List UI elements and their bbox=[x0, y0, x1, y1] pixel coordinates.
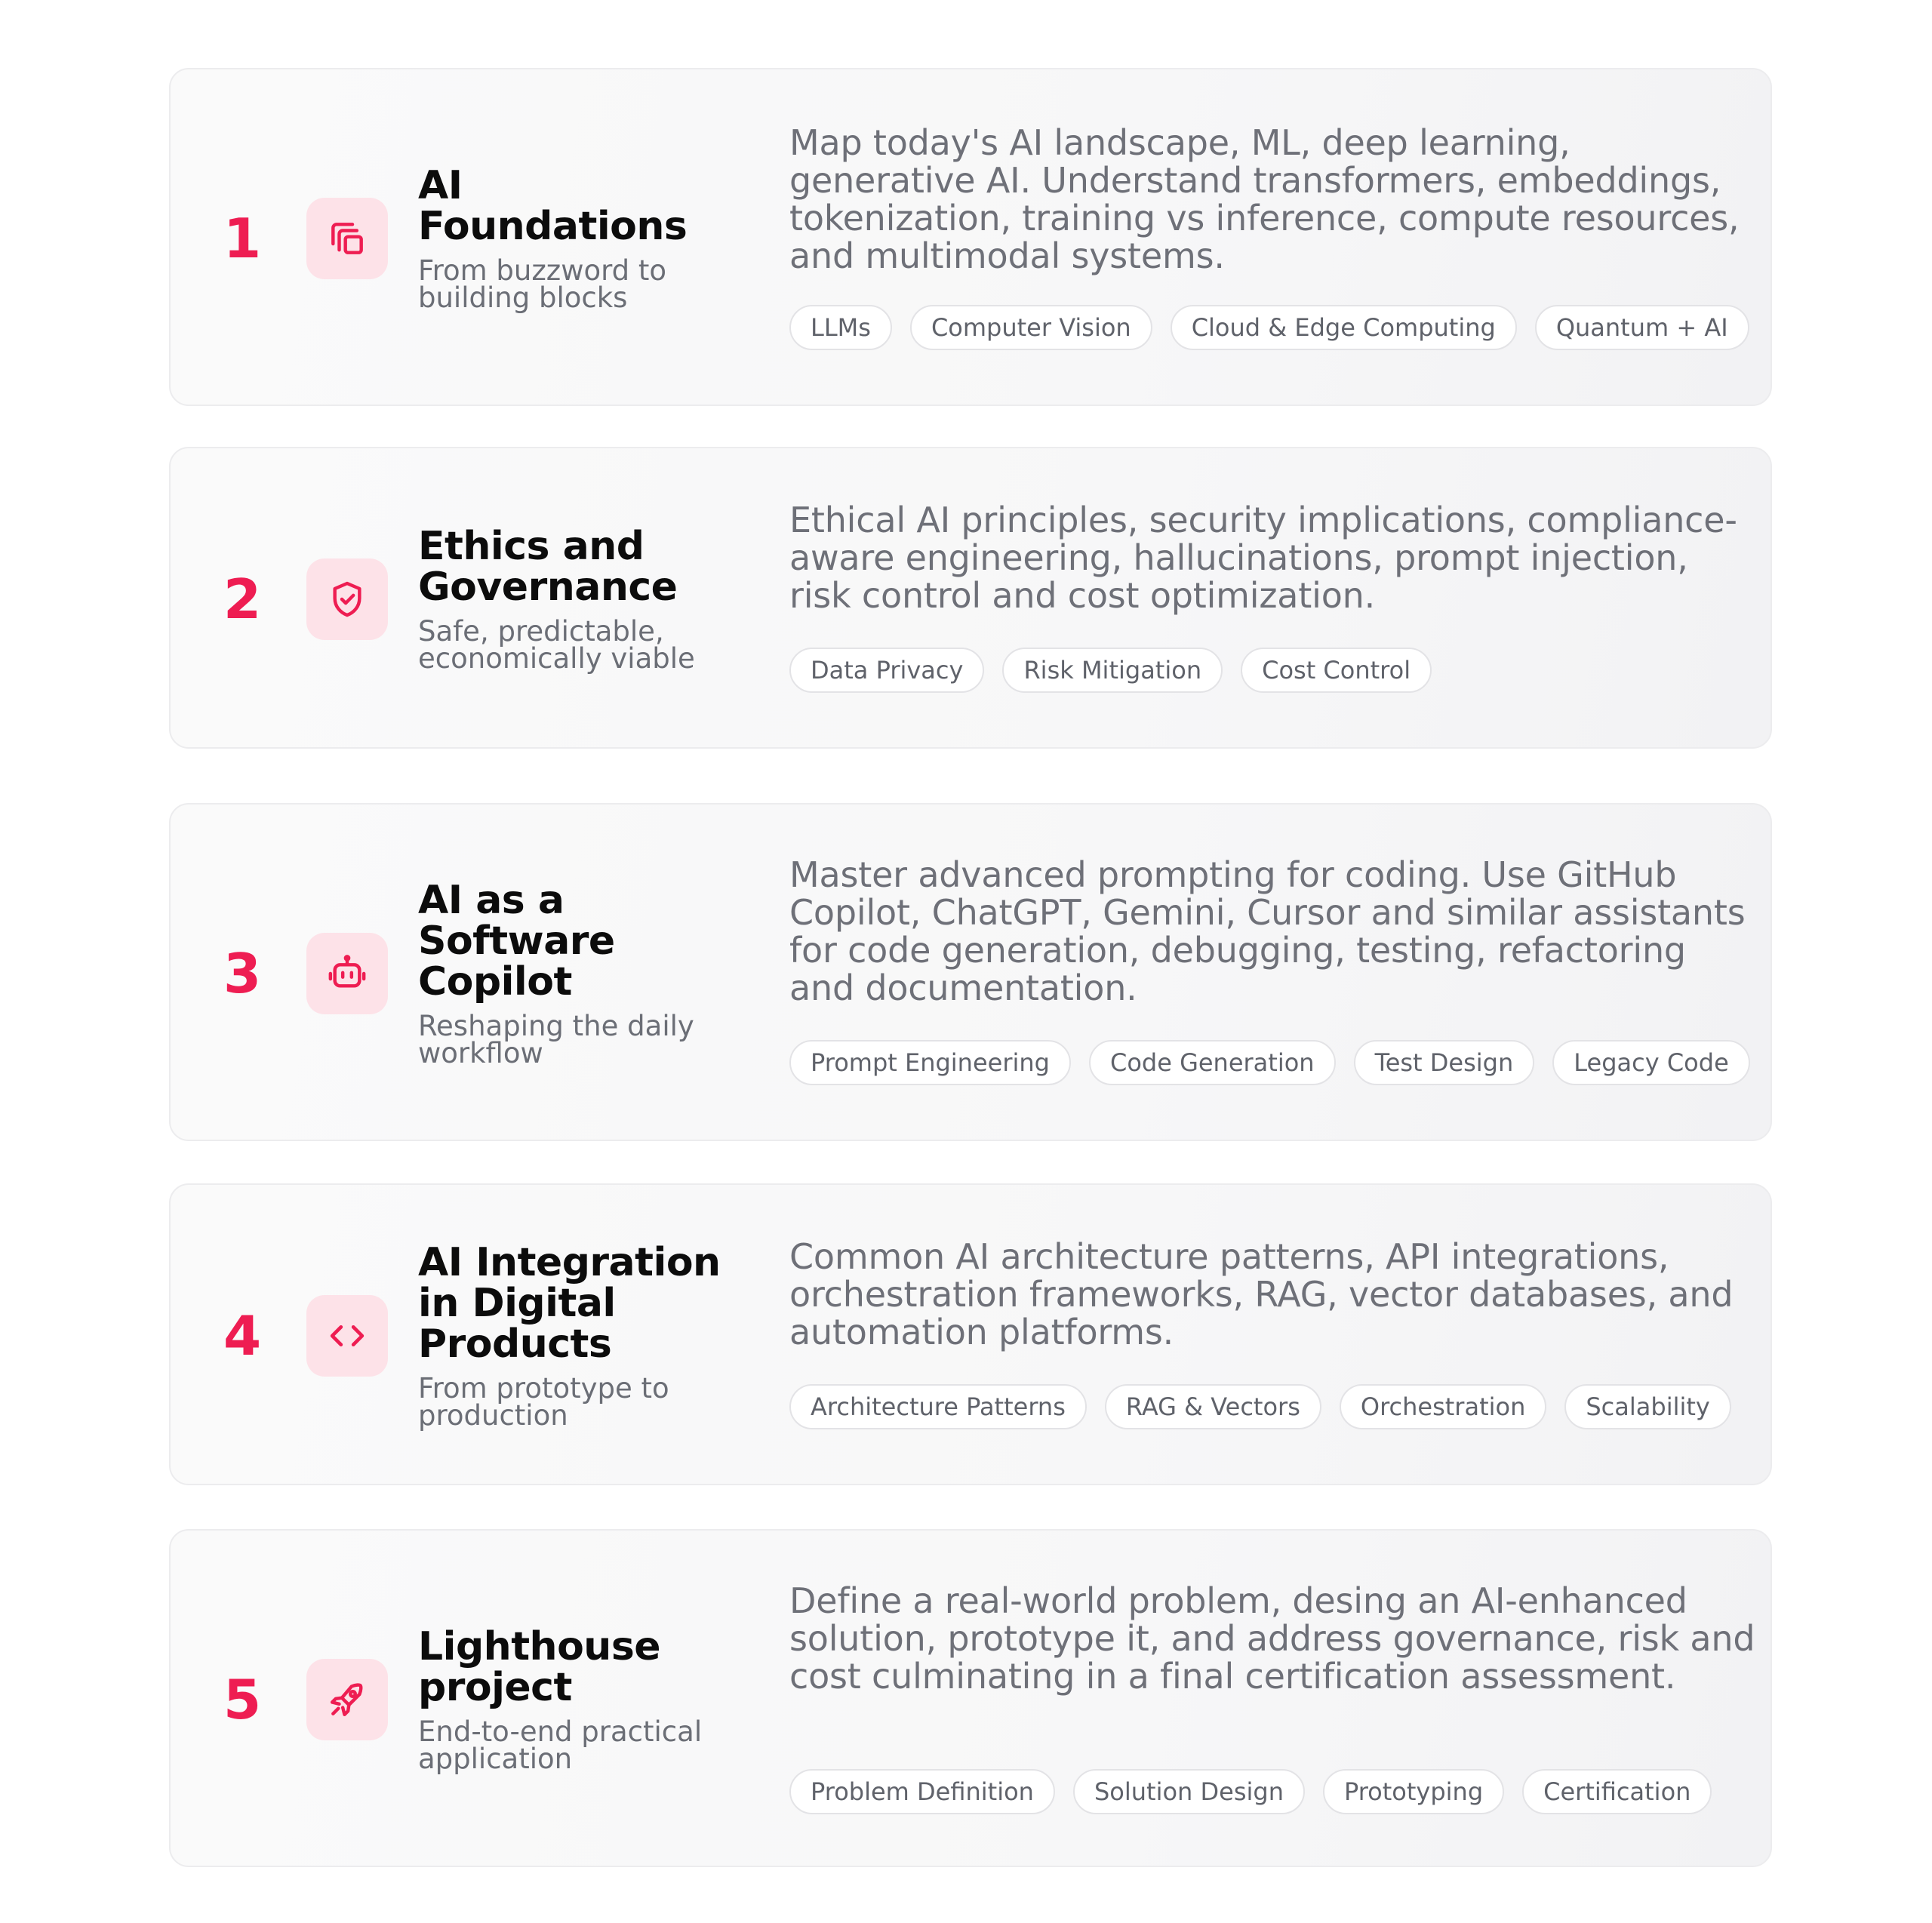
tag-list bbox=[789, 1384, 1731, 1429]
tag-list bbox=[789, 648, 1432, 693]
rocket-icon bbox=[306, 1659, 388, 1740]
module-card-5 bbox=[169, 1529, 1772, 1867]
tag-list bbox=[789, 305, 1749, 350]
tag: Scalability bbox=[1564, 1384, 1730, 1429]
module-description: Common AI architecture patterns, API integrations, orchestration frameworks, RAG, vector databases, and automation platforms. bbox=[789, 1236, 1734, 1352]
shield-check-icon bbox=[306, 558, 388, 640]
tag: Solution Design bbox=[1073, 1769, 1305, 1814]
tag: RAG & Vectors bbox=[1105, 1384, 1321, 1429]
copy-icon bbox=[306, 198, 388, 279]
module-subtitle: End-to-end practical application bbox=[418, 1715, 703, 1775]
module-subtitle: Reshaping the daily workflow bbox=[418, 1010, 694, 1069]
module-number: 1 bbox=[223, 207, 262, 270]
module-description: Master advanced prompting for coding. Use GitHub Copilot, ChatGPT, Gemini, Cursor and similar assistants for code generation, debugging, testing, refactoring and documentation. bbox=[789, 854, 1746, 1008]
module-heading bbox=[418, 880, 735, 1067]
module-heading bbox=[418, 165, 735, 312]
module-description: Map today's AI landscape, ML, deep learning, generative AI. Understand transformers, embeddings, tokenization, training vs inference, compute resources, and multimodal systems. bbox=[789, 122, 1740, 276]
tag: Test Design bbox=[1354, 1040, 1535, 1085]
module-title: AI as a Software Copilot bbox=[418, 878, 615, 1005]
tag: Problem Definition bbox=[789, 1769, 1055, 1814]
tag: Orchestration bbox=[1340, 1384, 1546, 1429]
module-subtitle: Safe, predictable, economically viable bbox=[418, 615, 695, 675]
tag: Risk Mitigation bbox=[1002, 648, 1223, 693]
module-title: AI Foundations bbox=[418, 163, 688, 249]
module-number: 3 bbox=[223, 942, 262, 1005]
tag: Code Generation bbox=[1089, 1040, 1336, 1085]
tag: Prompt Engineering bbox=[789, 1040, 1071, 1085]
tag: Cloud & Edge Computing bbox=[1171, 305, 1517, 350]
module-card-2 bbox=[169, 447, 1772, 749]
tag: Prototyping bbox=[1323, 1769, 1504, 1814]
module-heading bbox=[418, 524, 735, 675]
tag: LLMs bbox=[789, 305, 892, 350]
tag: Computer Vision bbox=[910, 305, 1152, 350]
module-card-3 bbox=[169, 803, 1772, 1141]
module-card-4 bbox=[169, 1183, 1772, 1485]
module-number: 4 bbox=[223, 1304, 262, 1368]
module-description: Ethical AI principles, security implications, compliance-aware engineering, hallucinations, prompt injection, risk control and cost optimization. bbox=[789, 500, 1737, 616]
module-title: Lighthouse project bbox=[418, 1624, 661, 1710]
module-number: 2 bbox=[223, 568, 262, 631]
tag: Data Privacy bbox=[789, 648, 984, 693]
tag: Cost Control bbox=[1241, 648, 1432, 693]
robot-icon bbox=[306, 933, 388, 1014]
tag: Legacy Code bbox=[1552, 1040, 1750, 1085]
tag: Certification bbox=[1522, 1769, 1712, 1814]
tag-list bbox=[789, 1040, 1750, 1085]
code-icon bbox=[306, 1295, 388, 1377]
module-title: AI Integration in Digital Products bbox=[418, 1240, 721, 1367]
module-heading bbox=[418, 1626, 735, 1773]
module-title: Ethics and Governance bbox=[418, 524, 678, 610]
module-description: Define a real-world problem, desing an AI-enhanced solution, prototype it, and address governance, risk and cost culminating in a final certification assessment. bbox=[789, 1580, 1755, 1697]
module-subtitle: From prototype to production bbox=[418, 1372, 669, 1432]
module-number: 5 bbox=[223, 1668, 262, 1731]
module-heading bbox=[418, 1240, 735, 1432]
module-card-1 bbox=[169, 68, 1772, 406]
module-subtitle: From buzzword to building blocks bbox=[418, 254, 667, 314]
tag: Quantum + AI bbox=[1535, 305, 1749, 350]
tag: Architecture Patterns bbox=[789, 1384, 1087, 1429]
tag-list bbox=[789, 1769, 1712, 1814]
